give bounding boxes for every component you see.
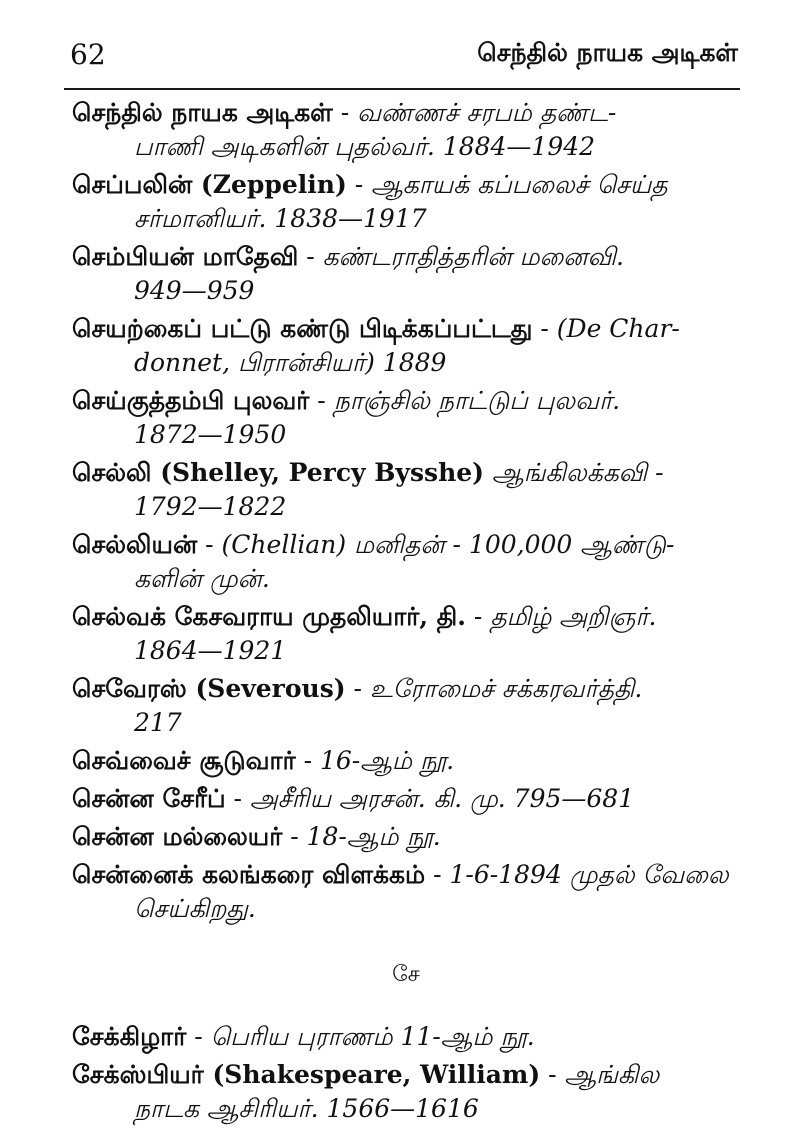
entry-separator: - [540,1060,565,1089]
entry-headword: சேக்கிழார் [72,1022,187,1051]
entry-continuation: 949—959 [134,276,255,305]
entry-separator: - [332,98,358,127]
entry-continuation: களின் முன். [134,564,270,593]
entry-headword: செல்வக் கேசவராய முதலியார், தி. [72,602,466,631]
index-entry [72,744,740,778]
entry-separator: - [532,314,557,343]
entry-description: (De Char- [556,314,680,343]
entry-headword: செந்தில் நாயக அடிகள் [72,98,333,127]
index-entry [72,384,740,452]
entry-continuation: 1792—1822 [134,492,287,521]
entry-headword: செய்குத்தம்பி புலவர் [72,386,310,415]
entry-headword: செயற்கைப் பட்டு கண்டு பிடிக்கப்பட்டது [72,314,533,343]
entry-headword: செல்லி (Shelley, Percy Bysshe) [72,458,484,487]
entry-description: 18-ஆம் நூ. [306,822,441,851]
entry-continuation: நாடக ஆசிரியர். 1566—1616 [134,1094,479,1123]
entry-headword: சென்னைக் கலங்கரை விளக்கம் [72,860,426,889]
entry-description: ஆகாயக் கப்பலைச் செய்த [371,170,668,199]
entry-description: பெரிய புராணம் 11-ஆம் நூ. [210,1022,535,1051]
entry-description: வண்ணச் சரபம் தண்ட- [357,98,617,127]
entry-continuation: சர்மானியர். 1838—1917 [134,204,427,233]
entry-separator: - [425,860,450,889]
entry-separator: - [225,784,250,813]
entry-separator: - [186,1022,211,1051]
entry-headword: செப்பலின் (Zeppelin) [72,170,347,199]
entry-description: நாஞ்சில் நாட்டுப் புலவர். [333,386,621,415]
entry-separator [484,458,492,487]
entry-headword: செவ்வைச் சூடுவார் [72,746,296,775]
entry-description: 16-ஆம் நூ. [320,746,455,775]
entry-headword: செல்லியன் [72,530,198,559]
entry-list [72,96,740,1130]
entry-separator: - [345,674,370,703]
entry-headword: சென்ன மல்லையர் [72,822,283,851]
entries-group [72,96,740,926]
entry-headword: சேக்ஸ்பியர் (Shakespeare, William) [72,1060,541,1089]
section-letter: சே [392,962,420,987]
page-header [70,38,738,78]
index-entry [72,1020,740,1054]
entry-description: ஆங்கிலக்கவி - [491,458,664,487]
index-entry [72,456,740,524]
index-entry [72,168,740,236]
page-number: 62 [70,38,106,71]
running-title: செந்தில் நாயக அடிகள் [477,38,738,67]
entry-continuation: 1872—1950 [134,420,287,449]
entry-headword: செம்பியன் மாதேவி [72,242,299,271]
entry-continuation: 1864—1921 [134,636,287,665]
index-entry [72,96,740,164]
entry-description: உரோமைச் சக்கரவர்த்தி. [369,674,643,703]
entry-separator: - [309,386,334,415]
entry-separator: - [465,602,491,631]
entry-description: தமிழ் அறிஞர். [490,602,657,631]
entry-continuation: செய்கிறது. [134,894,256,923]
index-entry [72,782,740,816]
entry-description: கண்டராதித்தரின் மனைவி. [322,242,624,271]
entry-description: 1-6-1894 முதல் வேலை [449,860,729,889]
entry-description: அசீரிய அரசன். கி. மு. 795—681 [249,784,635,813]
entry-headword: சென்ன சேரீப் [72,784,226,813]
entry-continuation: 217 [134,708,182,737]
entry-separator: - [298,242,323,271]
entry-continuation: பாணி அடிகளின் புதல்வர். 1884—1942 [134,132,596,161]
entry-separator: - [295,746,320,775]
header-rule [64,88,740,90]
index-entry [72,1058,740,1126]
index-entry [72,858,740,926]
entry-separator: - [282,822,307,851]
index-entry [72,600,740,668]
entry-separator: - [197,530,222,559]
index-entry [72,820,740,854]
entry-separator: - [346,170,372,199]
index-entry [72,672,740,740]
entry-headword: செவேரஸ் (Severous) [72,674,346,703]
index-entry [72,312,740,380]
entry-description: ஆங்கில [564,1060,660,1089]
index-entry [72,240,740,308]
index-entry [72,528,740,596]
entry-description: (Chellian) மனிதன் - 100,000 ஆண்டு- [221,530,675,559]
entry-continuation: donnet, பிரான்சியர்) 1889 [134,348,447,377]
entries-group-after [72,1020,740,1126]
